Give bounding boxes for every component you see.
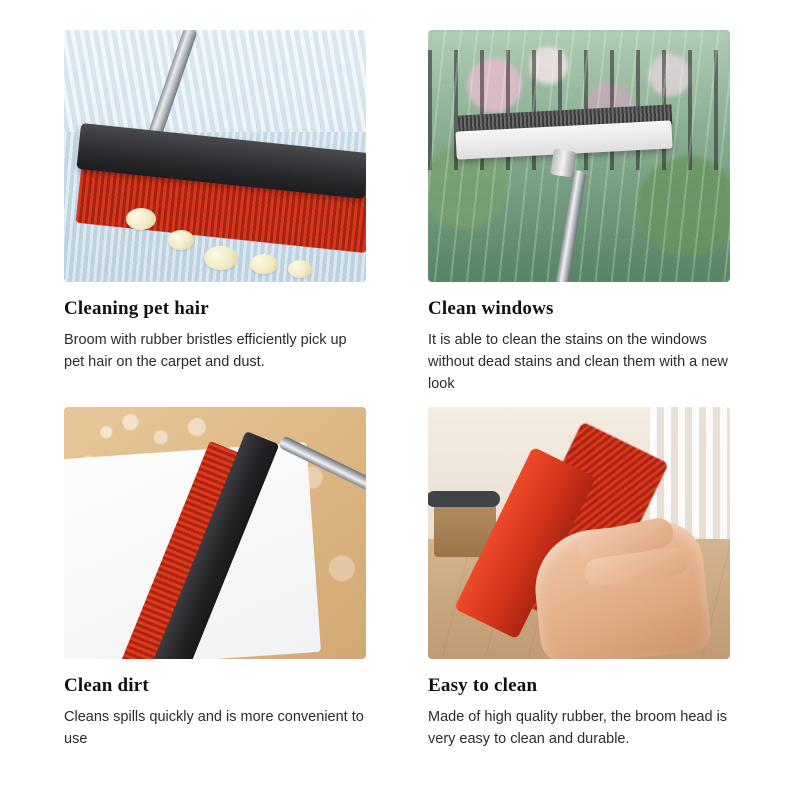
feature-card-clean-dirt	[64, 407, 366, 770]
feature-title: Clean dirt	[64, 675, 149, 696]
feature-card-pet-hair	[64, 30, 366, 395]
stool-seat	[428, 491, 500, 507]
feature-title: Cleaning pet hair	[64, 298, 209, 319]
feature-description: Made of high quality rubber, the broom head is very easy to clean and durable.	[428, 709, 728, 747]
pet-hair-clump	[204, 246, 238, 270]
pet-hair-clump	[168, 230, 194, 250]
feature-title: Easy to clean	[428, 675, 538, 696]
feature-title: Clean windows	[428, 298, 554, 319]
feature-image-easy-to-clean	[428, 407, 730, 659]
feature-description: Cleans spills quickly and is more convenient to use	[64, 709, 364, 747]
feature-image-clean-dirt	[64, 407, 366, 659]
feature-card-clean-windows	[428, 30, 730, 395]
pet-hair-clump	[126, 208, 156, 230]
feature-description: It is able to clean the stains on the windows without dead stains and clean them with a new look	[428, 332, 728, 392]
feature-image-clean-windows	[428, 30, 730, 282]
pet-hair-clump	[288, 260, 312, 278]
pet-hair-clump	[250, 254, 278, 274]
feature-description: Broom with rubber bristles efficiently pick up pet hair on the carpet and dust.	[64, 332, 347, 370]
feature-image-pet-hair	[64, 30, 366, 282]
feature-card-easy-to-clean	[428, 407, 730, 770]
